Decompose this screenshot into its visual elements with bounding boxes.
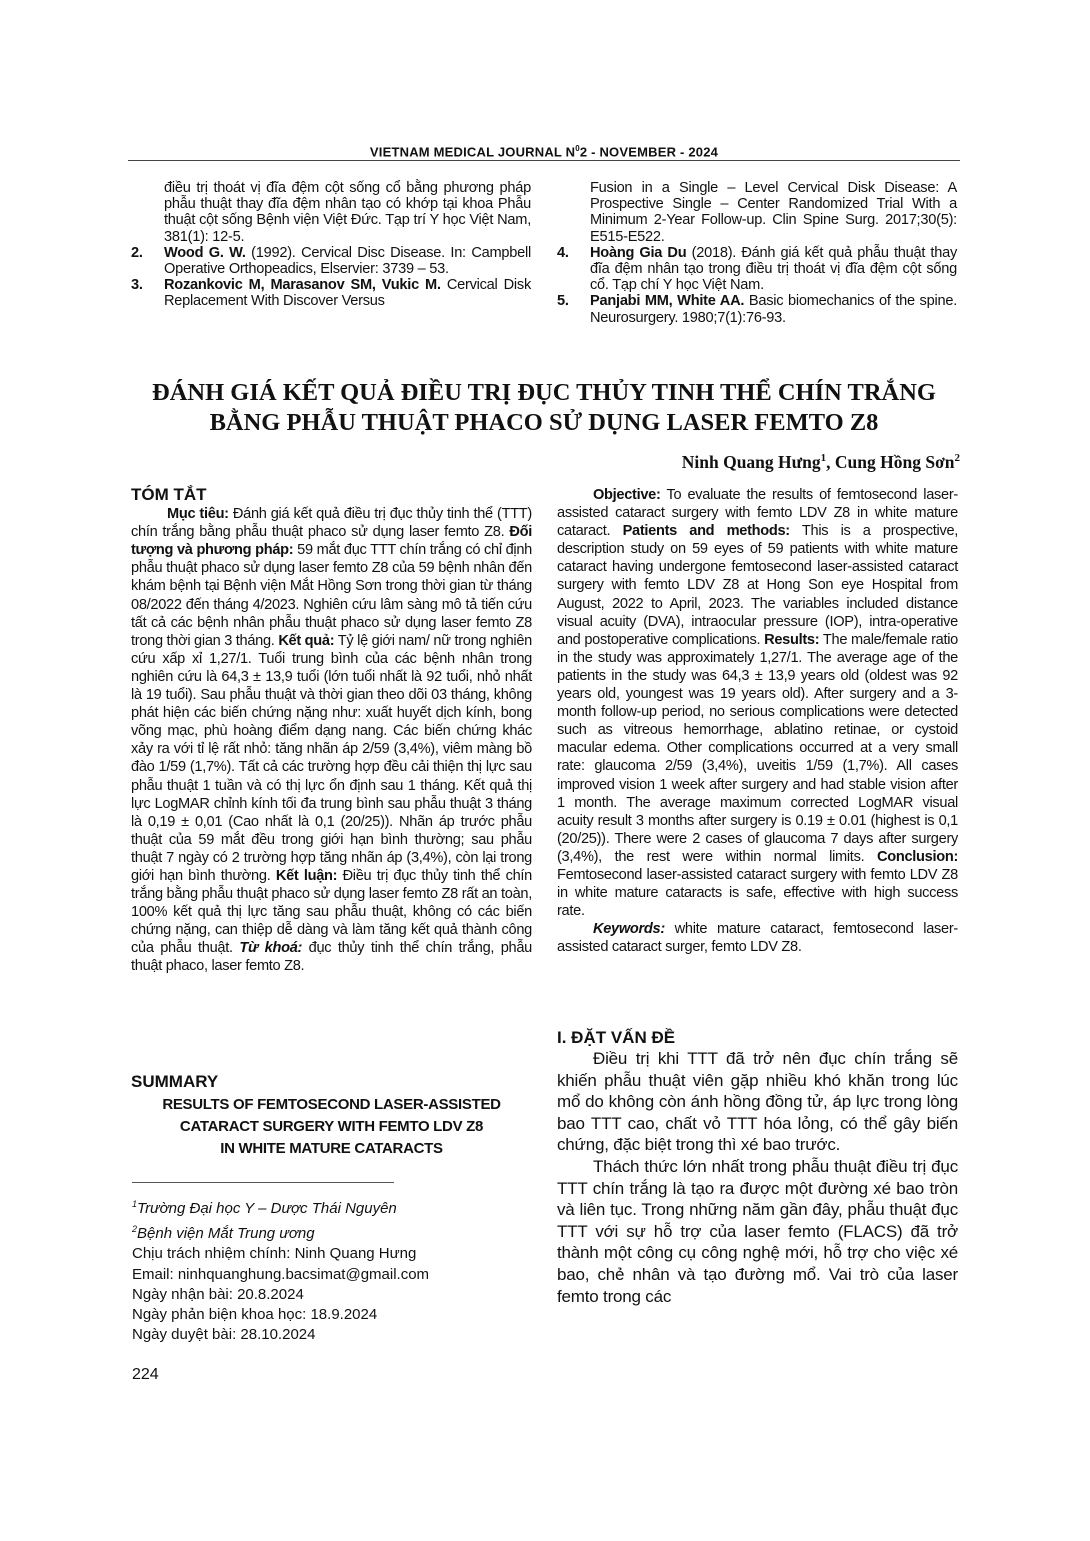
aff-sup: 1 (132, 1199, 138, 1209)
ref-num: 2. (131, 244, 143, 261)
label: Conclusion: (876, 848, 958, 865)
references-right (557, 180, 958, 326)
footnote-rule (132, 1182, 394, 1183)
issue-date: 2 - NOVEMBER - 2024 (579, 144, 719, 160)
reference-item (557, 245, 957, 294)
abstract-paragraph (557, 486, 958, 920)
ref-text: Basic biomechanics of the spine. Neurosurgery. 1980;7(1):76-93. (590, 293, 958, 326)
label: Mục tiêu: (167, 506, 229, 523)
label: Objective: (593, 487, 661, 503)
header-rule (128, 160, 960, 161)
journal-name: VIETNAM MEDICAL JOURNAL N (369, 144, 576, 160)
ref-num: 5. (557, 293, 569, 310)
ref-num: 3. (131, 277, 143, 294)
keywords (557, 920, 958, 956)
author-sup: 2 (954, 452, 960, 465)
article-title (128, 378, 960, 438)
text: The male/female ratio in the study was approximately 1,27/1. The average age of the patients in the study was 64,3 ± 13,9 years old (oldest was 92 years old, youngest was 19 years old). After surgery and a 3-month follow-up period, no serious complications were detected such as vitreous hemorrhage, ablatino retinae, or cystoid macular edema. Other complications occurred at a very small rate: glaucoma 2/59 (3,4%), uveitis 1/59 (1,7%). All cases improved vision 1 week after surgery and had stable vision after 1 month. The average maximum corrected LogMAR visual acuity result 3 months after surgery is 0.19 ± 0.01 (highest is 0,1 (20/25)). There were 2 cases of glaucoma 7 days after surgery (3,4%), the rest were within normal limits. (557, 631, 958, 865)
english-abstract (557, 486, 958, 956)
reference-item (131, 277, 531, 309)
email: Email: ninhquanghung.bacsimat@gmail.com (132, 1265, 430, 1283)
issue-sup: 0 (575, 144, 580, 153)
text: To evaluate the results of femtosecond laser-assisted cataract surgery with femto LDV Z8 in white mature cataract. (557, 487, 958, 540)
date-accepted: Ngày duyệt bài: 28.10.2024 (132, 1326, 316, 1344)
date-reviewed: Ngày phản biện khoa học: 18.9.2024 (132, 1306, 378, 1324)
body-paragraph: Điều trị khi TTT đã trở nên đục chín trắng sẽ khiến phẫu thuật viên gặp nhiều khó khăn trong lúc mổ do không còn ánh hồng đồng tử, áp lực trong lòng bao TTT cao, chất vỏ TTT hóa lỏng, có thể gây biến chứng, đặc biệt trong thì xé bao trước. (557, 1049, 958, 1155)
text: 59 mắt đục TTT chín trắng có chỉ định phẫu thuật phaco sử dụng laser femto Z8 của 59 bệnh nhân đến khám bệnh tại Bệnh viện Mắt Hồng Sơn trong thời gian từ tháng 08/2022 đến tháng 4/2023. Nghiên cứu lâm sàng mô tả tiến cứu tất cả các bệnh nhân phẫu thuật phaco sử dụng laser femto Z8 trong thời gian 3 tháng. (131, 542, 532, 649)
body-paragraph: Thách thức lớn nhất trong phẫu thuật điều trị đục TTT chín trắng là tạo ra được một đường xé bao tròn và liên tục. Trong những năm gần đây, phẫu thuật đục TTT với sự hỗ trợ của laser femto (FLACS) đã trở thành một công cụ công nghệ mới, hỗ trợ cho việc xé bao, chẻ nhân và tạo đường mổ. Vai trò của laser femto trong các (557, 1156, 958, 1306)
text: Đánh giá kết quả điều trị đục thủy tinh thể (TTT) chín trắng bằng phẫu thuật phaco sử dụng laser femto Z8. (131, 506, 532, 541)
author-name: Cung Hồng Sơn (834, 452, 955, 472)
abstract-paragraph (131, 505, 532, 975)
summary-title-line: IN WHITE MATURE CATARACTS (220, 1140, 443, 1157)
ref-text: (1992). Cervical Disc Disease. In: Campbell Operative Orthopeadics, Elservier: 3739 – 53. (164, 244, 531, 278)
summary-title (131, 1094, 532, 1160)
label: Từ khoá: (239, 940, 303, 957)
section-heading: SUMMARY (131, 1072, 219, 1091)
affiliation (132, 1219, 429, 1244)
aff-text: Bệnh viện Mắt Trung ương (137, 1225, 315, 1243)
introduction-section (557, 1028, 958, 1307)
summary-header (131, 1072, 532, 1160)
ref-author: Wood G. W. (164, 244, 246, 261)
authors (682, 452, 960, 473)
label: Results: (764, 631, 820, 648)
text: Femtosecond laser-assisted cataract surgery with femto LDV Z8 in white mature cataracts is safe, effective with high success rate. (557, 866, 958, 920)
ref-num: 4. (557, 244, 569, 261)
label: Kết quả: (278, 632, 335, 649)
section-heading: I. ĐẶT VẤN ĐỀ (557, 1028, 676, 1047)
title-line: ĐÁNH GIÁ KẾT QUẢ ĐIỀU TRỊ ĐỤC THỦY TINH THỂ CHÍN TRẮNG (152, 379, 936, 406)
corresponding-author: Chịu trách nhiệm chính: Ninh Quang Hưng (132, 1245, 417, 1263)
label: Patients and methods: (622, 523, 790, 540)
text: Tỷ lệ giới nam/ nữ trong nghiên cứu xấp xỉ 1,27/1. Tuổi trung bình của các bệnh nhân trong nghiên cứu là 64,3 ± 13,9 tuổi (lớn tuổi nhất là 92 tuổi, nhỏ nhất là 19 tuổi). Sau phẫu thuật và thời gian theo dõi 03 tháng, không phát hiện các biến chứng nặng như: xuất huyết dịch kính, bong võng mạc, phù hoàng điểm dạng nang. Các biến chứng khác xảy ra với tỉ lệ rất nhỏ: tăng nhãn áp 2/59 (3,4%), viêm màng bồ đào 1/59 (1,7%). Tất cả các trường hợp đều cải thiện thị lực sau phẫu thuật 1 tuần và có thị lực ổn định sau 1 tháng. Kết quả thị lực LogMAR chỉnh kính tối đa trung bình sau phẫu thuật 3 tháng là 0,19 ± 0,01 (Cao nhất là 0,1 (20/25)). Nhãn áp trước phẫu thuật của 59 mắt đều trong giới hạn bình thường; sau phẫu thuật 7 ngày có 2 trường hợp tăng nhãn áp (3,4%), còn lại trong giới hạn bình thường. (131, 632, 532, 884)
aff-sup: 2 (132, 1224, 138, 1235)
reference-continuation: điều trị thoát vị đĩa đệm cột sống cổ bằng phương pháp phẫu thuật thay đĩa đệm nhân tạo có khớp tại khoa Phẫu thuật cột sống Bệnh viện Việt Đức. Tạp trí Y học Việt Nam, 381(1): 12-5. (164, 180, 531, 245)
aff-text: Trường Đại học Y – Dược Thái Nguyên (137, 1200, 397, 1217)
text: white mature cataract, femtosecond laser-assisted cataract surger, femto LDV Z8. (557, 921, 958, 956)
author-sup: 1 (820, 452, 827, 465)
vietnamese-abstract (131, 486, 532, 976)
reference-continuation: Fusion in a Single – Level Cervical Disk Disease: A Prospective Single – Center Randomized Trial With a Minimum 2-Year Follow-up. Clin Spine Surg. 2017;30(5): E515-E522. (590, 180, 957, 245)
section-heading: TÓM TẮT (131, 485, 207, 504)
page-number: 224 (132, 1366, 159, 1383)
summary-title-line: CATARACT SURGERY WITH FEMTO LDV Z8 (179, 1118, 484, 1135)
summary-title-line: RESULTS OF FEMTOSECOND LASER-ASSISTED (162, 1096, 501, 1113)
label: Keywords: (593, 921, 665, 938)
ref-text: Cervical Disk Replacement With Discover Versus (164, 277, 531, 310)
label: Đối tượng và phương pháp: (131, 524, 532, 559)
title-line: BẰNG PHẪU THUẬT PHACO SỬ DỤNG LASER FEMTO Z8 (209, 409, 879, 436)
running-header (128, 144, 960, 159)
label: Kết luận: (275, 867, 338, 884)
author-separator: , (826, 452, 835, 472)
ref-author: Panjabi MM, White AA. (590, 293, 745, 310)
ref-author: Rozankovic M, Marasanov SM, Vukic M. (164, 277, 441, 294)
ref-author: Hoàng Gia Du (590, 244, 687, 261)
reference-item (131, 245, 531, 277)
text: This is a prospective, description study on 59 eyes of 59 patients with white mature cataract having undergone femtosecond laser-assisted cataract surgery with femto LDV Z8 at Hong Son eye Hospital from August, 2022 to April, 2023. The variables included distance visual acuity (DVA), intraocular pressure (IOP), intra-operative and postoperative complications. (557, 523, 959, 648)
date-received: Ngày nhận bài: 20.8.2024 (132, 1285, 304, 1303)
author-name: Ninh Quang Hưng (681, 452, 821, 472)
references-left (131, 180, 531, 310)
text: Điều trị đục thủy tinh thể chín trắng bằng phẫu thuật phaco sử dụng laser femto Z8 rất an toàn, 100% kết quả thị lực tăng sau phẫu thuật, không có các biến chứng nặng, can thiệp dễ dàng và làm tăng kết quả thành công của phẫu thuật. (131, 867, 533, 957)
affiliation (132, 1194, 429, 1219)
text: đục thủy tinh thể chín trắng, phẫu thuật phaco, laser femto Z8. (131, 940, 532, 975)
ref-text: (2018). Đánh giá kết quả phẫu thuật thay đĩa đệm nhân tạo trong điều trị thoát vị đĩa đệm cột sống cổ. Tạp chí Y học Việt Nam. (590, 244, 958, 294)
footnotes (132, 1194, 429, 1345)
reference-item (557, 293, 957, 325)
